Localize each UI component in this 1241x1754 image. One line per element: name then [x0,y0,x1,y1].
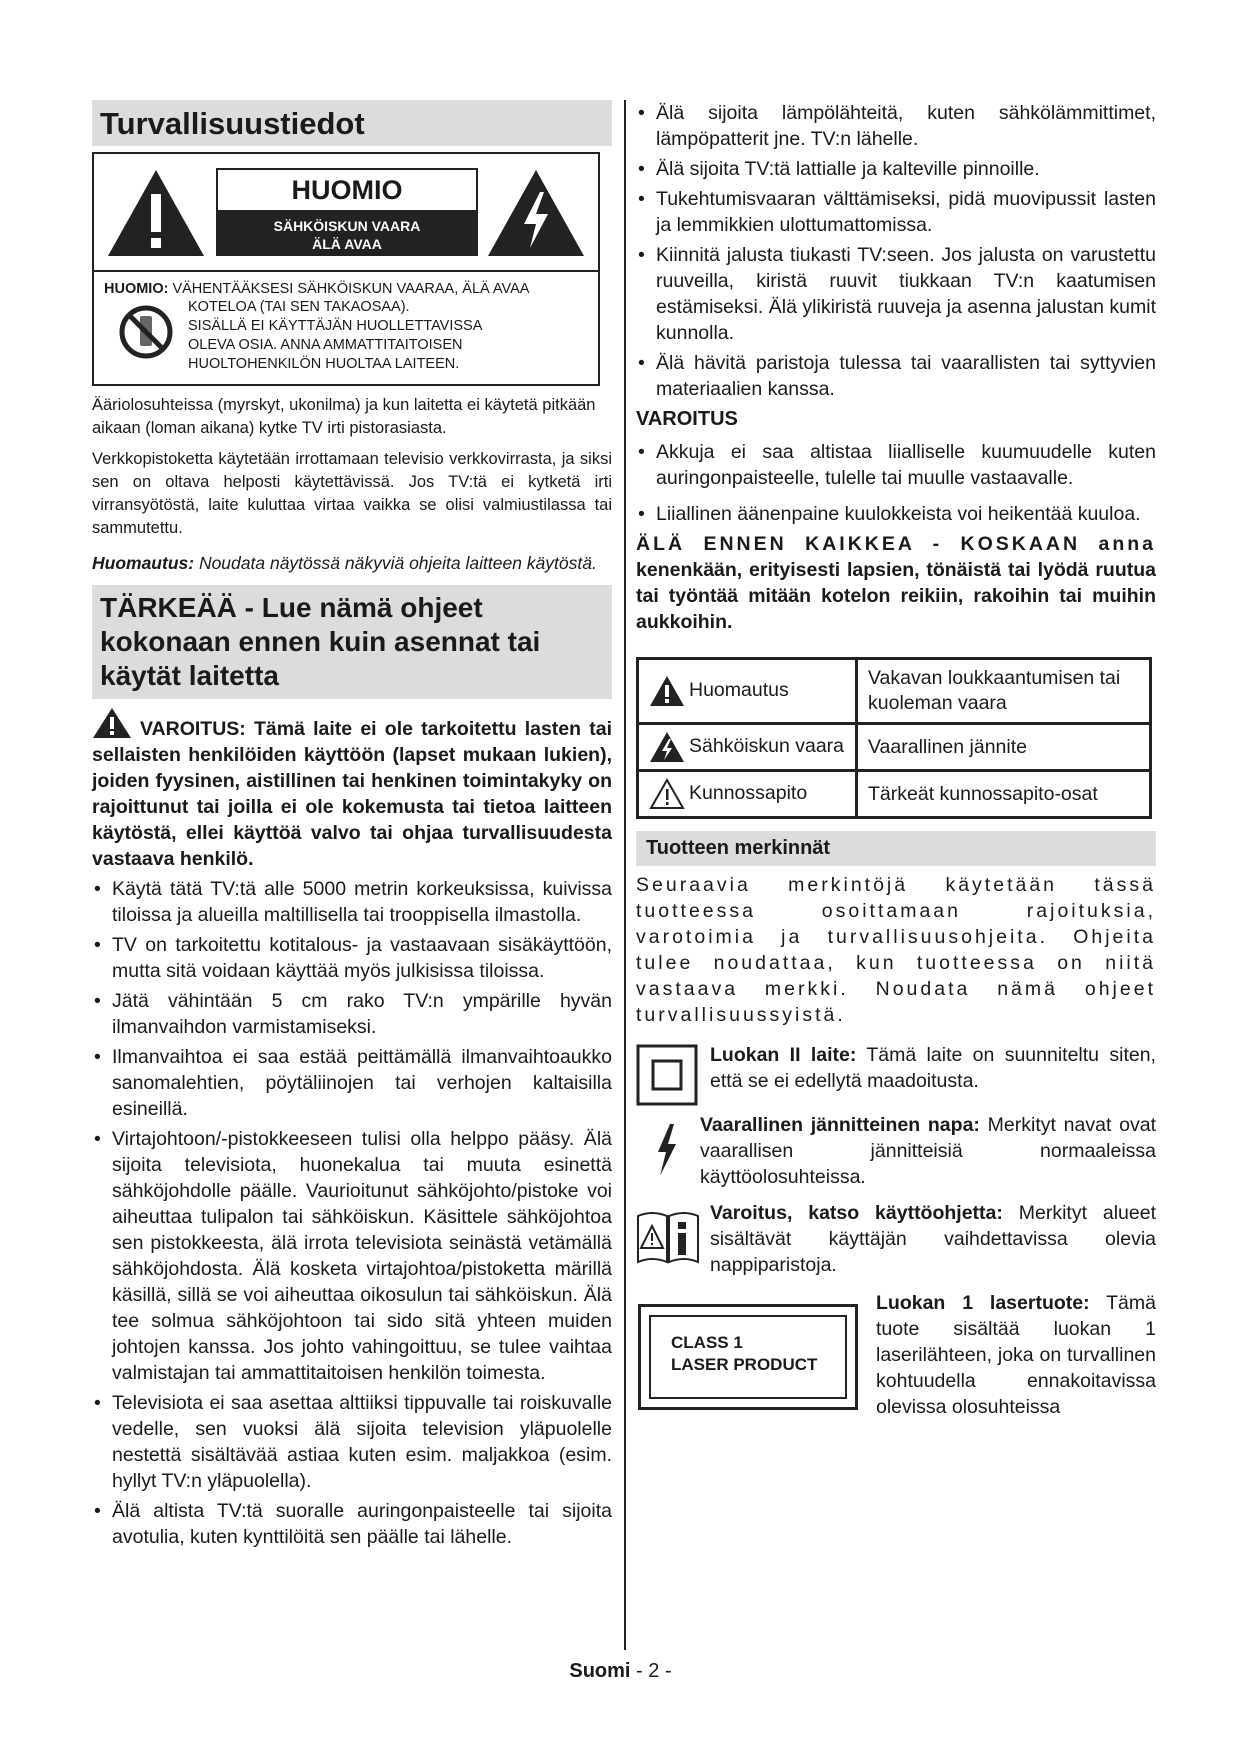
list-item: • Akkuja ei saa altistaa liialliselle kuumuudelle kuten auringonpaisteelle, tulelle tai muulle vastaavalle. [636,439,1156,491]
laser-mark-row [636,1290,1156,1430]
table-row [638,771,1151,818]
warning-note-text-2: KOTELOA (TAI SEN TAKAOSAA). [188,299,410,315]
list-item: • Älä hävitä paristoja tulessa tai vaarallisten tai syttyvien materiaalien kanssa. [636,350,1156,402]
manual-text [710,1200,1156,1278]
class2-desc: Tämä laite on suunniteltu siten, että se ei edellytä maadoitusta. [710,1044,1156,1092]
manual-mark-row [636,1200,1156,1278]
class2-lead: Luokan II laite: [710,1044,857,1066]
left-column [92,100,612,1554]
list-item: • Televisiota ei saa asettaa alttiiksi tippuvalle tai roiskuvalle vedelle, sen vuoksi älä sijoita television yläpuolelle nestettä sisältävää astiaa kuten esim. maljakkoa (esim. hyllyt TV:n yläpuolella). [92,1390,612,1494]
manual-warning-icon [636,1208,700,1266]
symbol-label: Sähköiskun vaara [689,735,845,758]
huomio-subtitle-line-1: SÄHKÖISKUN VAARA [273,218,421,234]
lightning-triangle-icon [486,168,586,258]
markings-intro [636,872,1156,1028]
left-bullet-list [92,876,612,1550]
table-cell: Vaarallinen jännite [857,724,1151,771]
page-footer [0,1660,1241,1683]
manual-lead: Varoitus, katso käyttöohjetta: [710,1202,1003,1224]
warning-note-lead: HUOMIO: [104,281,169,297]
child-warning-paragraph [92,707,612,872]
warning-note-text-3: SISÄLLÄ EI KÄYTTÄJÄN HUOLLETTAVISSA [188,318,483,334]
list-item: • Jätä vähintään 5 cm rako TV:n ympärille hyvän ilmanvaihdon varmistamiseksi. [92,988,612,1040]
list-item: • Älä altista TV:tä suoralle auringonpaisteelle tai sijoita avotulia, kuten kynttilöitä sen päälle tai lähelle. [92,1498,612,1550]
laser-label-line-2: LASER PRODUCT [671,1355,818,1374]
page-title: Turvallisuustiedot [92,100,612,146]
voltage-mark-row [636,1112,1156,1190]
warning-box-separator [94,270,598,272]
exclamation-triangle-icon [106,168,206,258]
never-text: kenenkään, erityisesti lapsien, tönäistä tai lyödä ruutua tai työntää mitään kotelon reikiin, rakoihin tai muihin aukkoihin. [636,559,1156,633]
no-access-icon [118,304,174,360]
footer-language: Suomi [569,1660,631,1682]
note-text: Noudata näytössä näkyviä ohjeita laitteen käytöstä. [194,553,597,573]
list-item: • Virtajohtoon/-pistokkeeseen tulisi olla helppo pääsy. Älä sijoita televisiota, huonekalua tai muuta esinettä sähköjohdolle päälle. Vaurioitunut sähköjohto/pistoke voi aiheuttaa tulipalon tai sähköiskun. Käsittele sähköjohtoa sen pistokkeesta, älä irrota televisiota seinästä vetämällä sähköjohdosta. Älä kosketa virtajohtoa/pistoketta märillä käsillä, sillä se voi aiheuttaa oikosulun tai sähköiskun. Älä tee solmua sähköjohtoon tai sido sitä yhteen muiden johtojen kanssa. Jos johto vahingoittuu, se tulee vaihtaa valmistajan tai ammattitaitoisen henkilön toimesta. [92,1126,612,1386]
markings-intro-text: Seuraavia merkintöjä käytetään tässä tuotteessa osoittamaan rajoituksia, varotoimia ja turvallisuusohjeita. Ohjeita tulee noudattaa, kun tuotteessa on niitä vastaava merkki. Noudata nämä ohjeet turvallisuussyistä. [636,874,1156,1026]
list-item: • Tukehtumisvaaran välttämiseksi, pidä muovipussit lasten ja lemmikkien ulottumattomissa. [636,186,1156,238]
table-cell [638,659,857,724]
varoitus-heading: VAROITUS [636,408,738,430]
list-item: • Käytä tätä TV:tä alle 5000 metrin korkeuksissa, kuivissa tiloissa ja alueilla maltillisella tai trooppisella ilmastolla. [92,876,612,928]
laser-desc: Tämä tuote sisältää luokan 1 laserilähteen, joka on turvallinen kohtuudella ennakoitavissa olevissa olosuhteissa [876,1292,1156,1418]
huomio-title: HUOMIO [216,168,478,212]
warning-note-text-1: VÄHENTÄÄKSESI SÄHKÖISKUN VAARAA, ÄLÄ AVAA [172,281,530,297]
list-item: • TV on tarkoitettu kotitalous- ja vastaavaan sisäkäyttöön, mutta sitä voidaan käyttää myös julkisissa tiloissa. [92,932,612,984]
table-cell: Tärkeät kunnossapito-osat [857,771,1151,818]
lightning-triangle-icon [649,731,685,763]
laser-lead: Luokan 1 lasertuote: [876,1292,1090,1314]
voltage-desc: Merkityt navat ovat vaarallisen jännitteisiä normaaleissa käyttöolosuhteissa. [700,1114,1156,1188]
list-item: • Älä sijoita lämpölähteitä, kuten sähkölämmittimet, lämpöpatterit jne. TV:n lähelle. [636,100,1156,152]
note-paragraph [92,552,612,575]
laser-text [876,1290,1156,1420]
class-ii-square-icon [636,1044,698,1106]
table-cell [638,771,857,818]
table-cell [638,724,857,771]
markings-heading: Tuotteen merkinnät [636,831,1156,866]
symbol-label: Kunnossapito [689,782,808,805]
table-cell: Vakavan loukkaantumisen tai kuoleman vaara [857,659,1151,724]
huomio-subtitle-line-2: ÄLÄ AVAA [312,236,382,252]
never-lead: ÄLÄ ENNEN KAIKKEA - KOSKAAN anna [636,533,1156,555]
symbol-label: Huomautus [689,679,789,702]
warning-note-text-5: HUOLTOHENKILÖN HUOLTAA LAITEEN. [188,356,460,372]
list-item: • Älä sijoita TV:tä lattialle ja kalteville pinnoille. [636,156,1156,182]
footer-page-number: - 2 - [630,1660,672,1682]
note-lead: Huomautus: [92,553,195,573]
laser-label-box [638,1304,858,1410]
important-heading: TÄRKEÄÄ - Lue nämä ohjeet kokonaan ennen kuin asennat tai käytät laitetta [92,585,612,699]
voltage-text [700,1112,1156,1190]
right-bullet-list [636,100,1156,402]
huomio-subtitle [216,212,478,256]
outline-triangle-icon [649,778,685,810]
manual-desc: Merkityt alueet sisältävät käyttäjän vaihdettavissa olevia nappiparistoja. [710,1202,1157,1276]
class2-mark-row [636,1042,1156,1102]
laser-label-inner [649,1315,847,1399]
varoitus-bullet-list [636,439,1156,527]
laser-label-line-1: CLASS 1 [671,1333,743,1352]
warning-note-rest [188,298,482,374]
table-row [638,724,1151,771]
warning-note-line-1 [104,280,592,298]
warning-triangle-icon [92,707,132,739]
list-item: • Kiinnitä jalusta tiukasti TV:seen. Jos jalusta on varustettu ruuveilla, kiristä ruuvit tiukkaan TV:n kaatumisen estämiseksi. Älä ylikiristä ruuveja ja asenna jalustan kumit kunnolla. [636,242,1156,346]
warning-note-text-4: OLEVA OSIA. ANNA AMMATTITAITOISEN [188,337,463,353]
right-column [636,100,1156,1430]
class2-text [710,1042,1156,1094]
list-item: • Liiallinen äänenpaine kuulokkeista voi heikentää kuuloa. [636,501,1156,527]
storm-paragraph: Ääriolosuhteissa (myrskyt, ukonilma) ja kun laitetta ei käytetä pitkään aikaan (loman aikana) kytke TV irti pistorasiasta. [92,396,596,437]
plug-paragraph: Verkkopistoketta käytetään irrottamaan televisio verkkovirrasta, ja siksi sen on oltava helposti käytettävissä. Jos TV:tä ei kytketä irti virransyötöstä, laite kuluttaa virtaa vaikka se olisi valmiustilassa tai sammutettu. [92,450,612,537]
column-divider [624,100,626,1650]
child-warning-text: VAROITUS: Tämä laite ei ole tarkoitettu lasten tai sellaisten henkilöiden käyttöön (lapset mukaan lukien), joiden fyysinen, aistillinen tai henkinen toimintakyky on rajoittunut tai joilla ei ole kokemusta tai tietoa laitteen käytöstä, ellei käyttöä valvo tai ohjaa turvallisuudesta vastaava henkilö. [92,718,612,870]
table-row [638,659,1151,724]
warning-box [92,152,600,386]
never-paragraph [636,531,1156,635]
lightning-bolt-icon [652,1122,682,1178]
voltage-lead: Vaarallinen jännitteinen napa: [700,1114,980,1136]
symbol-table [636,657,1152,819]
list-item: • Ilmanvaihtoa ei saa estää peittämällä ilmanvaihtoaukko sanomalehtien, pöytäliinojen tai verhojen kaltaisilla esineillä. [92,1044,612,1122]
exclamation-triangle-icon [649,675,685,707]
